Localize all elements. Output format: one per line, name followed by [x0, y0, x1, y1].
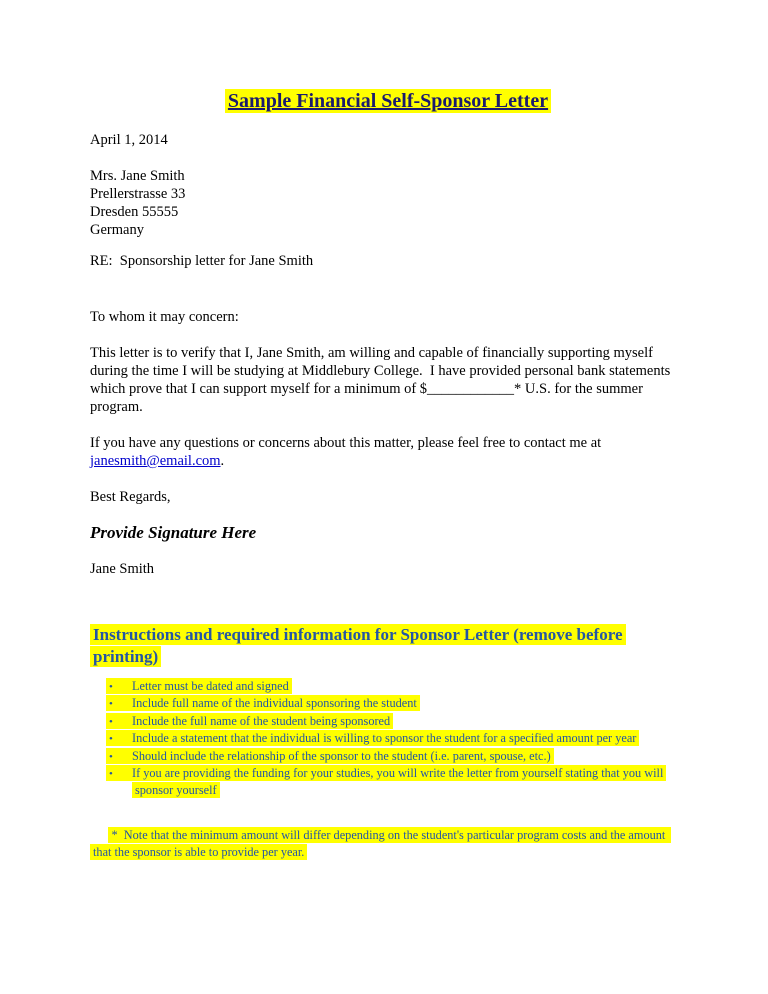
instructions-heading-text: Instructions and required information for Sponsor Letter (remove before printing) [90, 624, 626, 667]
contact-paragraph [90, 434, 686, 470]
recipient-address [90, 167, 686, 239]
letter-content [90, 0, 686, 876]
salutation: To whom it may concern: [90, 309, 239, 325]
instructions-bullet-list [106, 678, 686, 799]
body-paragraph: This letter is to verify that I, Jane Smith, am willing and capable of financially supporting myself during the time I will be studying at Middlebury College. I have provided personal bank statements which prove that I can support myself for a minimum of $____________* U.S. for the summer program. [90, 345, 674, 415]
signature-placeholder: Provide Signature Here [90, 523, 257, 542]
instruction-bullet [106, 765, 686, 799]
instruction-bullet [106, 748, 686, 765]
bullet-text: Include full name of the individual sponsoring the student [132, 696, 417, 711]
instructions-heading [90, 624, 686, 668]
footnote [90, 811, 686, 877]
bullet-icon: • [109, 750, 113, 763]
bullet-text: Include a statement that the individual is willing to sponsor the student for a specified amount per year [132, 731, 637, 746]
instruction-bullet [106, 713, 686, 730]
recipient-street: Prellerstrasse 33 [90, 186, 186, 202]
bullet-icon: • [109, 698, 113, 711]
footnote-text: * Note that the minimum amount will differ depending on the student's particular program costs and the amount that the sponsor is able to provide per year. [90, 827, 671, 859]
contact-text: If you have any questions or concerns about this matter, please feel free to contact me at [90, 435, 605, 451]
instruction-bullet [106, 730, 686, 747]
bullet-icon: • [109, 733, 113, 746]
instruction-bullet [106, 695, 686, 712]
signer-name: Jane Smith [90, 561, 155, 577]
instruction-bullet [106, 678, 686, 695]
document-title: Sample Financial Self-Sponsor Letter [225, 89, 551, 113]
closing: Best Regards, [90, 489, 171, 505]
bullet-text: If you are providing the funding for your studies, you will write the letter from yourself stating that you will sponsor yourself [132, 766, 664, 798]
bullet-text: Should include the relationship of the sponsor to the student (i.e. parent, spouse, etc.) [132, 748, 551, 763]
email-link[interactable]: janesmith@email.com [90, 453, 221, 469]
letter-date: April 1, 2014 [90, 132, 168, 148]
recipient-country: Germany [90, 222, 144, 238]
recipient-name: Mrs. Jane Smith [90, 168, 185, 184]
bullet-icon: • [109, 715, 113, 728]
title-row [90, 88, 686, 114]
contact-suffix: . [220, 453, 225, 469]
bullet-icon: • [109, 681, 113, 693]
bullet-text: Include the full name of the student being sponsored [132, 713, 391, 728]
bullet-icon: • [109, 768, 113, 781]
recipient-city: Dresden 55555 [90, 204, 179, 220]
bullet-text: Letter must be dated and signed [132, 679, 289, 693]
re-line: RE: Sponsorship letter for Jane Smith [90, 253, 314, 269]
